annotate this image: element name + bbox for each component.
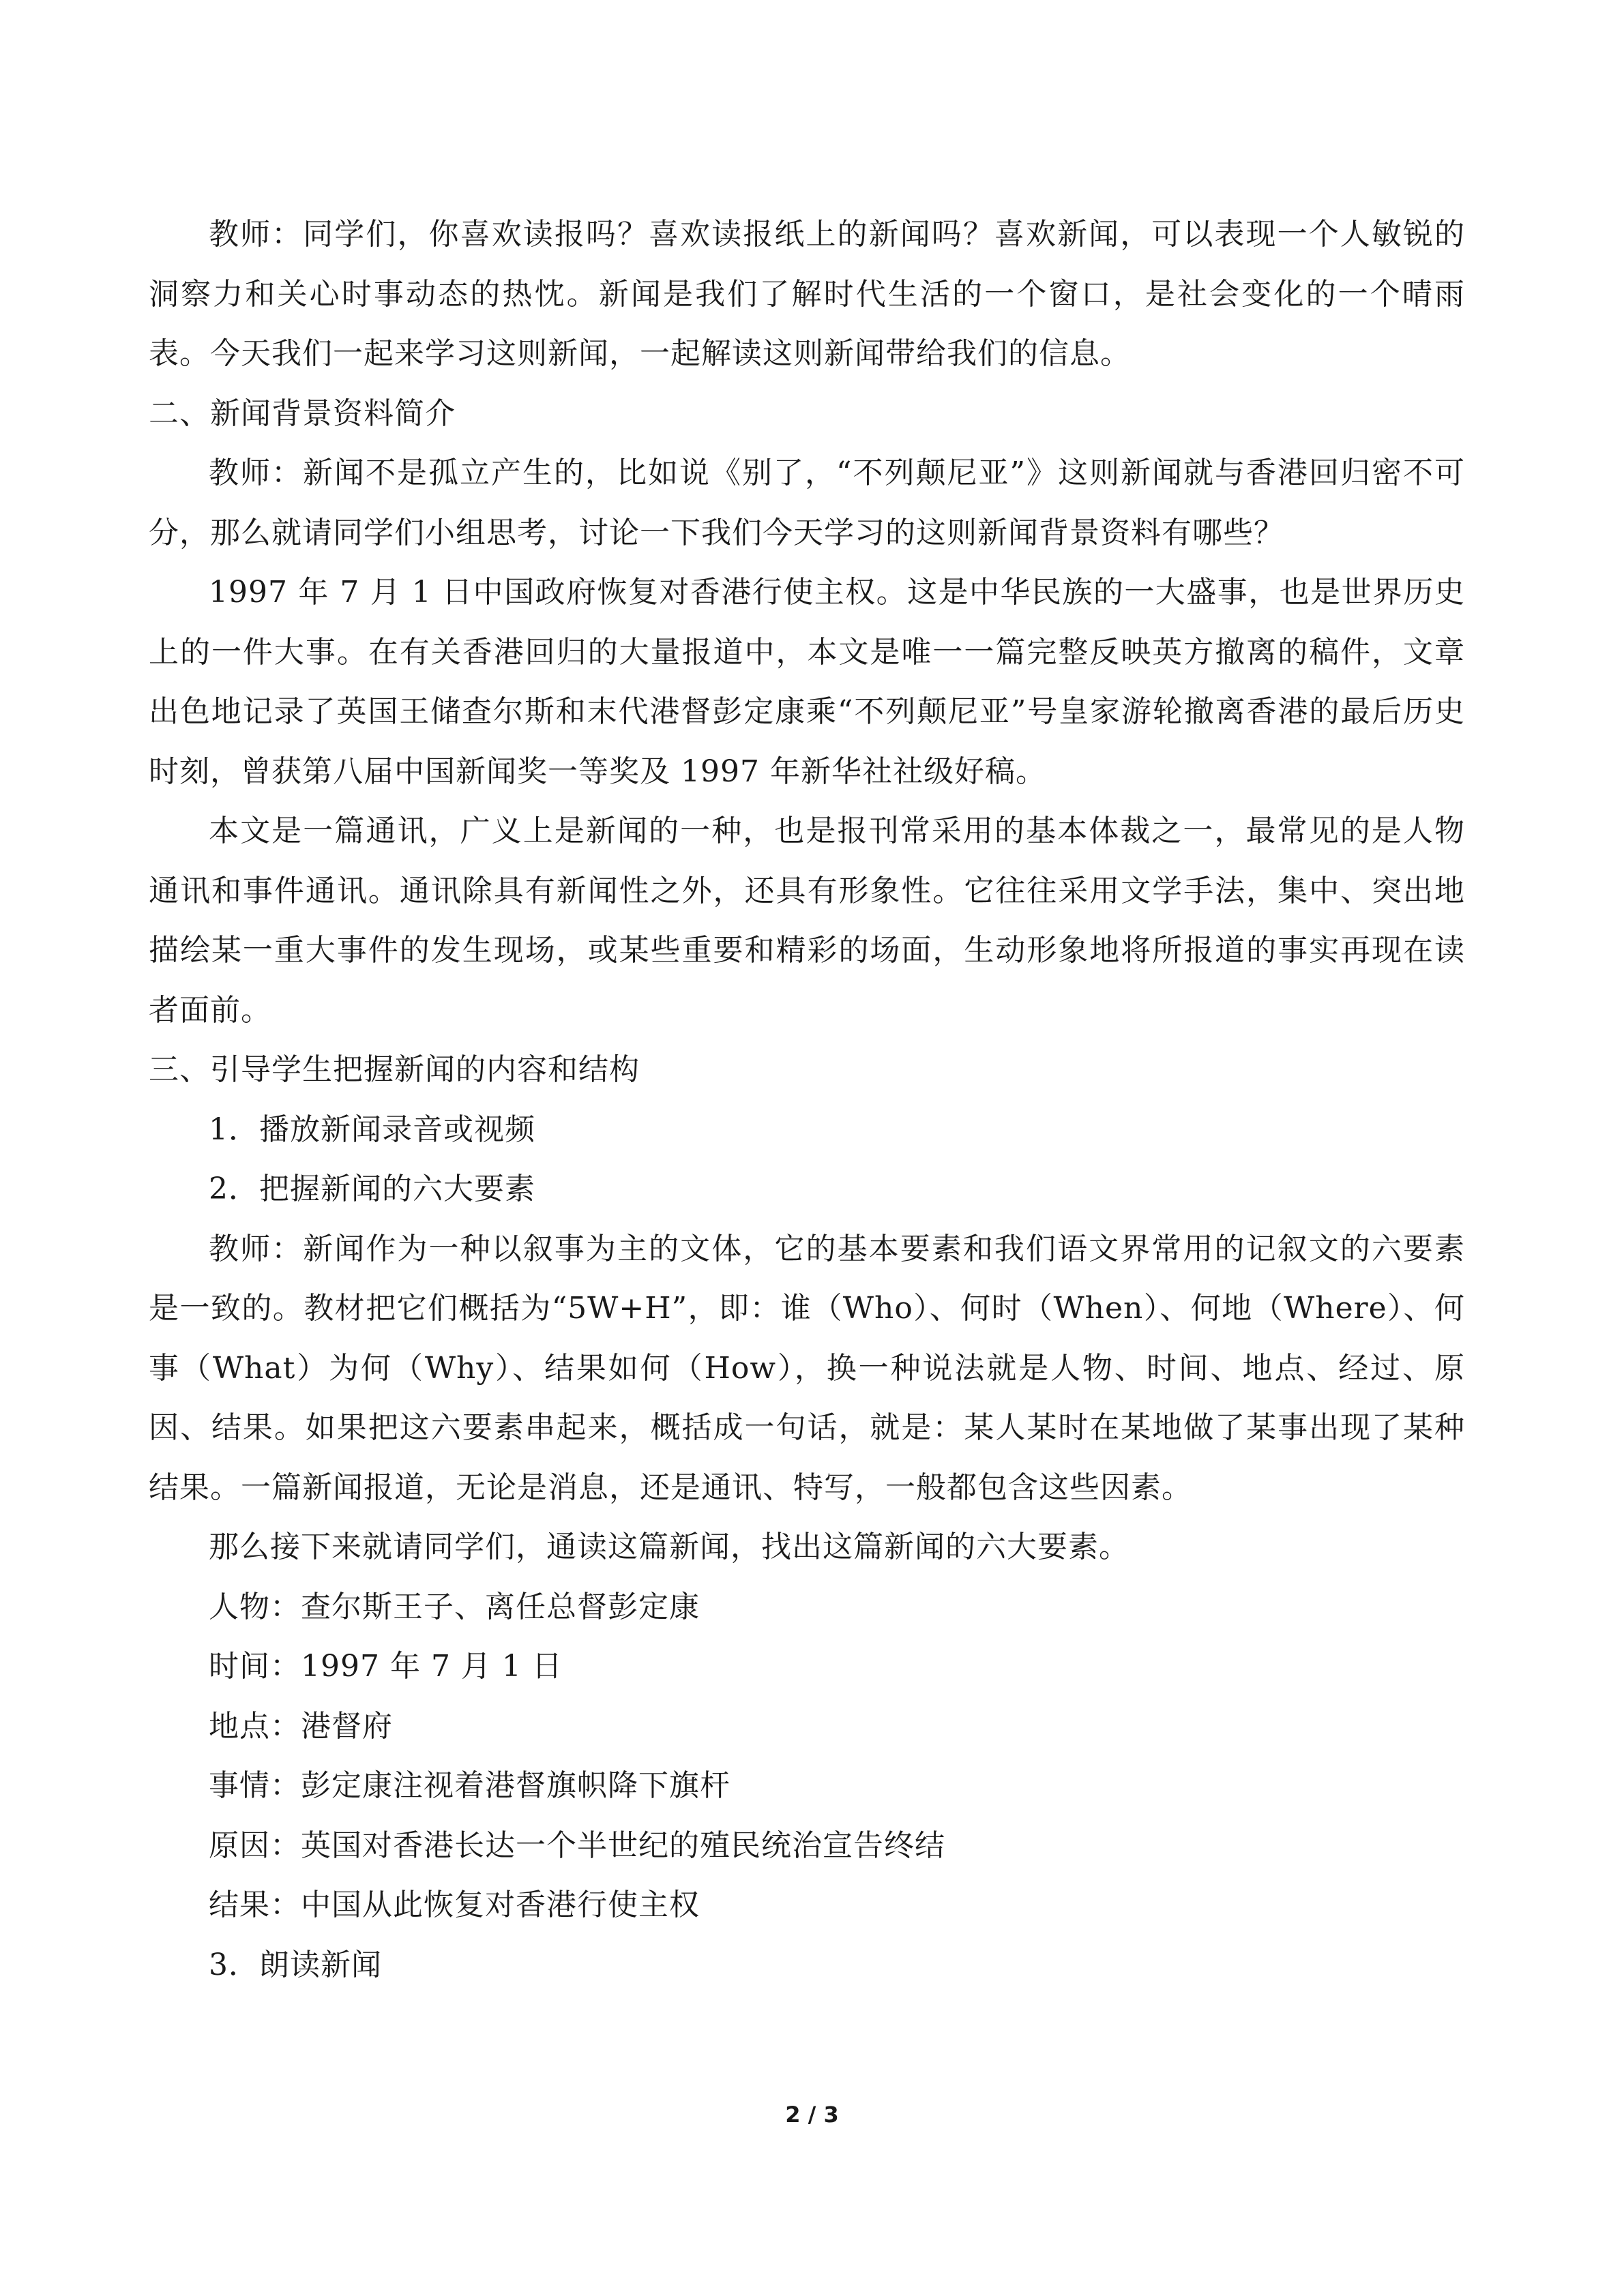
section-heading-3: 三、引导学生把握新闻的内容和结构: [149, 1052, 640, 1087]
document-body: [149, 205, 1465, 1995]
element-result: 结果：中国从此恢复对香港行使主权: [209, 1888, 700, 1922]
element-event: 事情：彭定康注视着港督旗帜降下旗杆: [209, 1768, 730, 1803]
element-people: 人物：查尔斯王子、离任总督彭定康: [209, 1589, 700, 1624]
step-2: 2．把握新闻的六大要素: [209, 1172, 535, 1206]
paragraph-genre: 本文是一篇通讯，广义上是新闻的一种，也是报刊常采用的基本体裁之一，最常见的是人物通讯和事件通讯。通讯除具有新闻性之外，还具有形象性。它往往采用文学手法，集中、突出地描绘某一重大事件的发生现场，或某些重要和精彩的场面，生动形象地将所报道的事实再现在读者面前。: [149, 814, 1465, 1028]
paragraph-background-1997: 1997 年 7 月 1 日中国政府恢复对香港行使主权。这是中华民族的一大盛事，也是世界历史上的一件大事。在有关香港回归的大量报道中，本文是唯一一篇完整反映英方撤离的稿件，文章出色地记录了英国王储查尔斯和末代港督彭定康乘“不列颠尼亚”号皇家游轮撤离香港的最后历史时刻，曾获第八届中国新闻奖一等奖及 1997 年新华社社级好稿。: [149, 575, 1465, 789]
paragraph-instruction: 那么接下来就请同学们，通读这篇新闻，找出这篇新闻的六大要素。: [209, 1530, 1130, 1564]
element-place: 地点：港督府: [209, 1708, 393, 1744]
paragraph-intro: 教师：同学们，你喜欢读报吗？喜欢读报纸上的新闻吗？喜欢新闻，可以表现一个人敏锐的洞察力和关心时事动态的热忱。新闻是我们了解时代生活的一个窗口，是社会变化的一个晴雨表。今天我们一起来学习这则新闻，一起解读这则新闻带给我们的信息。: [149, 217, 1465, 371]
element-time: 时间：1997 年 7 月 1 日: [209, 1649, 563, 1684]
step-3: 3．朗读新闻: [209, 1947, 382, 1982]
paragraph-six-elements: 教师：新闻作为一种以叙事为主的文体，它的基本要素和我们语文界常用的记叙文的六要素是一致的。教材把它们概括为“5W+H”，即：谁（Who）、何时（When）、何地（Where）、何事（What）为何（Why）、结果如何（How），换一种说法就是人物、时间、地点、经过、原因、结果。如果把这六要素串起来，概括成一句话，就是：某人某时在某地做了某事出现了某种结果。一篇新闻报道，无论是消息，还是通讯、特写，一般都包含这些因素。: [149, 1231, 1465, 1505]
element-cause: 原因：英国对香港长达一个半世纪的殖民统治宣告终结: [209, 1828, 945, 1863]
page-number: 2 / 3: [785, 2102, 839, 2128]
paragraph-background-question: 教师：新闻不是孤立产生的，比如说《别了，“不列颠尼亚”》这则新闻就与香港回归密不可分，那么就请同学们小组思考，讨论一下我们今天学习的这则新闻背景资料有哪些？: [149, 456, 1465, 550]
step-1: 1．播放新闻录音或视频: [209, 1112, 535, 1147]
section-heading-2: 二、新闻背景资料简介: [149, 396, 456, 431]
